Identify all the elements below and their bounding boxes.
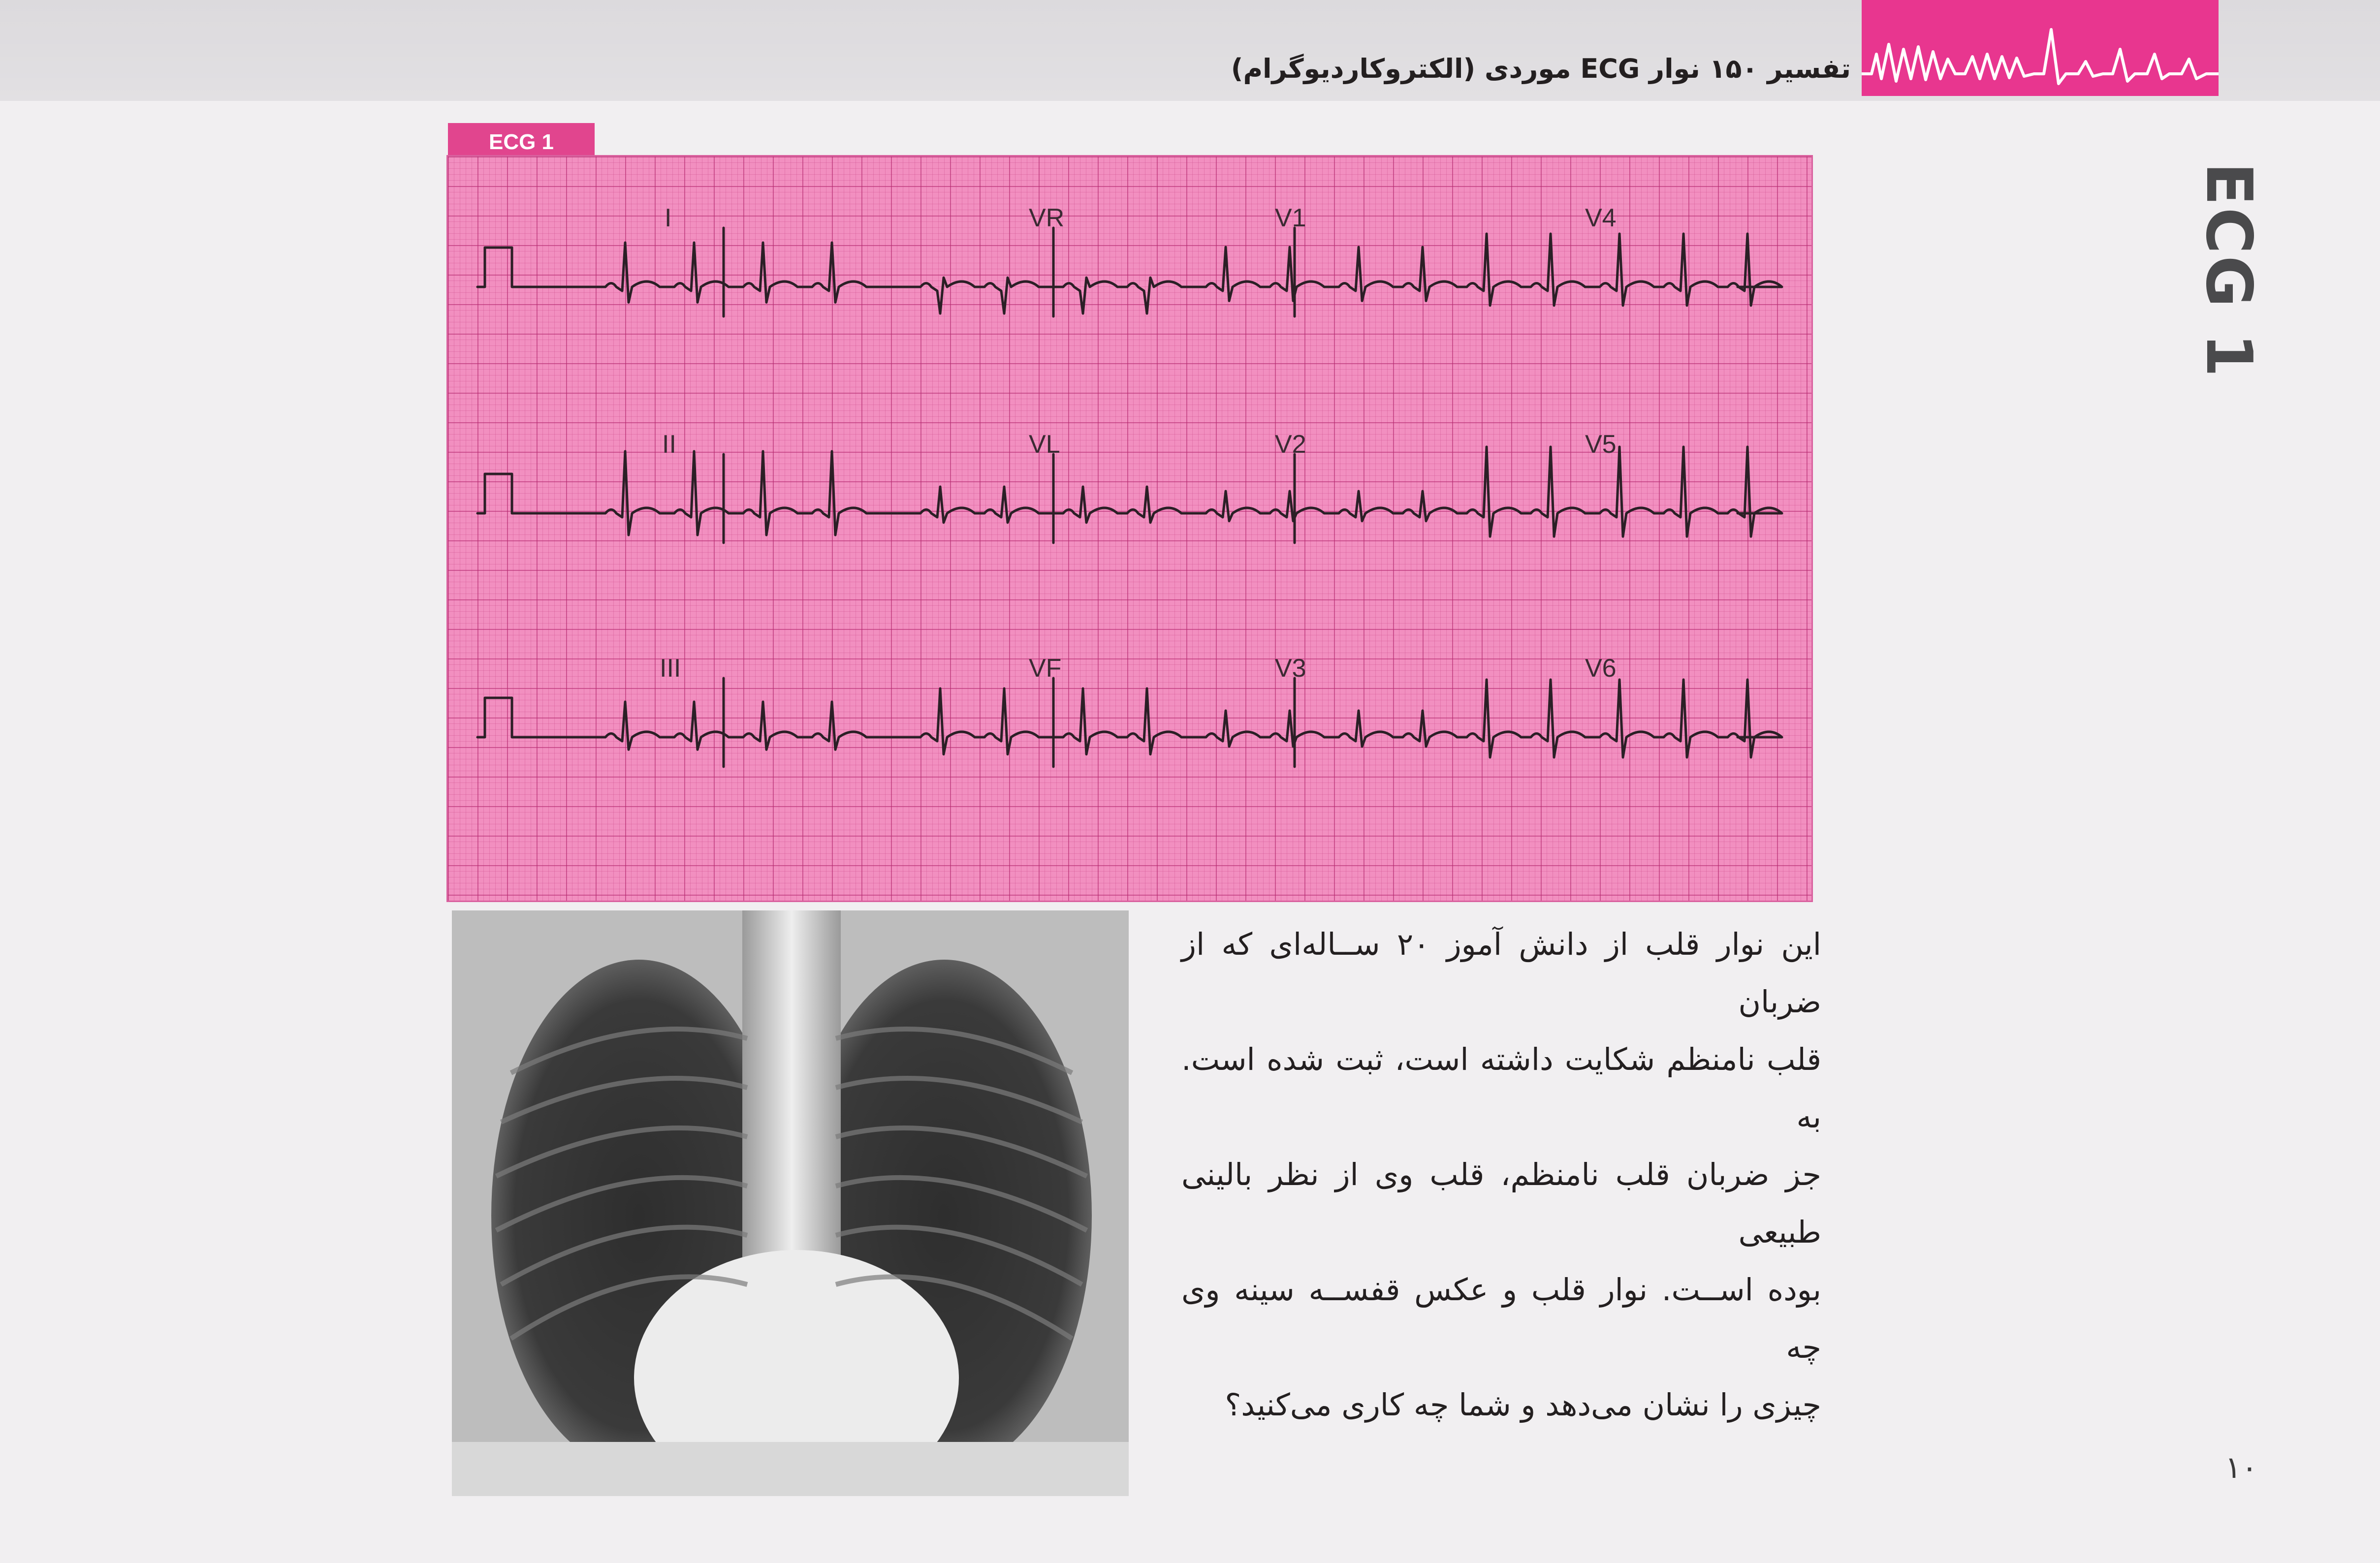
caption-line: جز ضربان قلب نامنظم، قلب وی از نظر بالینی طبیعی xyxy=(1181,1157,1821,1250)
lead-label-III: III xyxy=(660,654,681,683)
lead-label-VR: VR xyxy=(1029,204,1065,232)
ecg-trace-row xyxy=(477,447,1782,536)
lead-label-VF: VF xyxy=(1029,654,1062,683)
side-chapter-tab xyxy=(2191,162,2275,379)
lead-label-V1: V1 xyxy=(1275,204,1306,232)
page-header-title: تفسیر ۱۵۰ نوار ECG موردی (الکتروکاردیوگرام) xyxy=(1231,53,1851,84)
header-ecg-decoration xyxy=(1862,0,2219,96)
chest-xray-icon xyxy=(452,910,1129,1496)
caption-line: این نوار قلب از دانش آموز ۲۰ ســاله‌ای که از ضربان xyxy=(1181,926,1821,1020)
lead-label-V4: V4 xyxy=(1585,204,1617,232)
header-waveform-icon xyxy=(1862,0,2219,96)
lead-label-VL: VL xyxy=(1029,430,1060,459)
lead-label-V5: V5 xyxy=(1585,430,1617,459)
case-description xyxy=(1181,915,1821,1434)
chest-xray-image xyxy=(452,910,1129,1496)
lead-label-II: II xyxy=(662,430,676,459)
lead-label-V6: V6 xyxy=(1585,654,1617,683)
ecg-tag: ECG 1 xyxy=(448,123,595,161)
ecg-traces xyxy=(448,156,1811,901)
ecg-strip-panel xyxy=(448,156,1811,901)
ecg-trace-row xyxy=(477,680,1782,757)
lead-label-V3: V3 xyxy=(1275,654,1306,683)
lead-label-I: I xyxy=(665,204,672,232)
caption-line: بوده اســت. نوار قلب و عکس قفســه سینه وی چه xyxy=(1181,1272,1821,1365)
caption-line: چیزی را نشان می‌دهد و شما چه کاری می‌کنید؟ xyxy=(1225,1387,1821,1423)
side-tab-label: ECG 1 xyxy=(2192,162,2265,379)
page-number: ۱۰ xyxy=(2225,1449,2258,1485)
ecg-trace-row xyxy=(477,234,1782,313)
caption-line: قلب نامنظم شکایت داشته است، ثبت شده است. به xyxy=(1181,1041,1821,1135)
lead-label-V2: V2 xyxy=(1275,430,1306,459)
